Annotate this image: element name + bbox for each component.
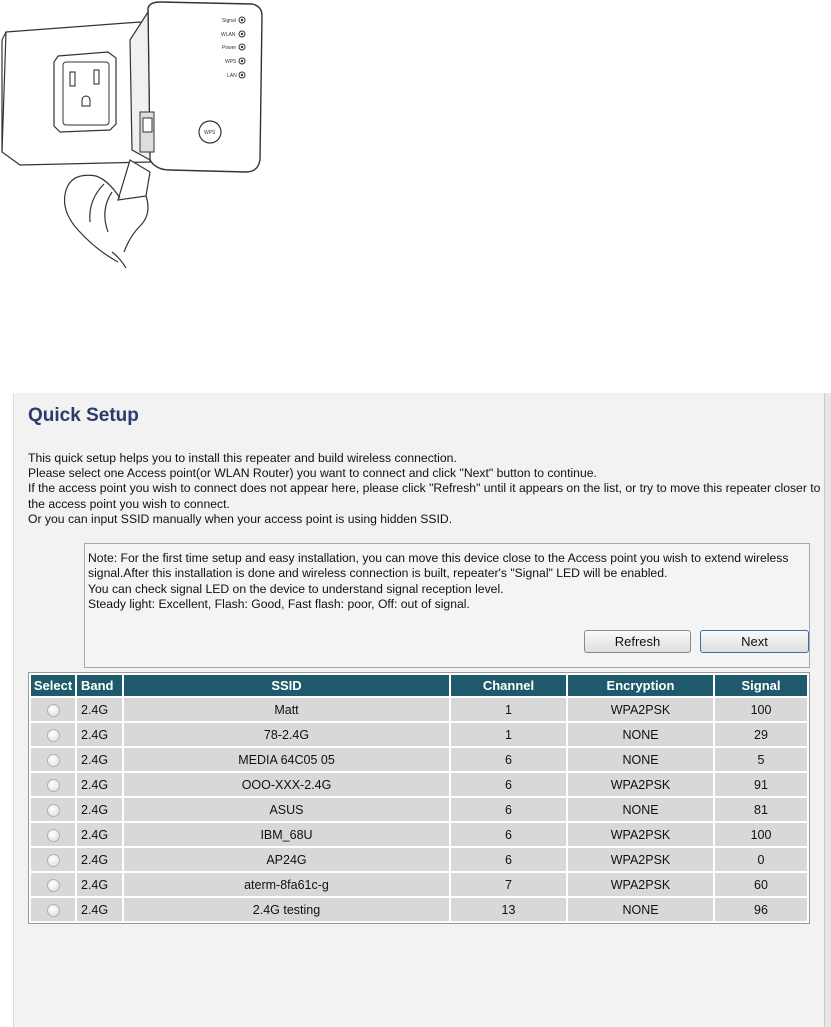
select-radio[interactable]	[47, 779, 60, 792]
header-signal: Signal	[715, 675, 807, 696]
signal-cell: 81	[715, 798, 807, 821]
encryption-cell: WPA2PSK	[568, 873, 713, 896]
signal-cell: 100	[715, 698, 807, 721]
repeater-illustration	[0, 0, 270, 275]
refresh-button[interactable]: Refresh	[584, 630, 691, 653]
ssid-cell: AP24G	[124, 848, 449, 871]
select-radio[interactable]	[47, 804, 60, 817]
table-row[interactable]	[31, 823, 807, 846]
band-cell: 2.4G	[77, 798, 122, 821]
table-row[interactable]	[31, 773, 807, 796]
table-row[interactable]	[31, 798, 807, 821]
ssid-cell: MEDIA 64C05 05	[124, 748, 449, 771]
ssid-cell: ASUS	[124, 798, 449, 821]
signal-cell: 60	[715, 873, 807, 896]
encryption-cell: WPA2PSK	[568, 773, 713, 796]
select-radio[interactable]	[47, 879, 60, 892]
repeater-device	[130, 2, 262, 172]
quick-setup-panel	[13, 393, 824, 1027]
page-title: Quick Setup	[28, 405, 139, 426]
table-header-row	[31, 675, 807, 696]
ssid-cell: aterm-8fa61c-g	[124, 873, 449, 896]
encryption-cell: WPA2PSK	[568, 848, 713, 871]
select-radio[interactable]	[47, 754, 60, 767]
channel-cell: 6	[451, 798, 566, 821]
encryption-cell: NONE	[568, 748, 713, 771]
header-channel: Channel	[451, 675, 566, 696]
band-cell: 2.4G	[77, 723, 122, 746]
encryption-cell: NONE	[568, 898, 713, 921]
signal-cell: 96	[715, 898, 807, 921]
header-band: Band	[77, 675, 122, 696]
band-cell: 2.4G	[77, 873, 122, 896]
intro-text	[28, 451, 828, 527]
table-row[interactable]	[31, 723, 807, 746]
channel-cell: 13	[451, 898, 566, 921]
signal-cell: 91	[715, 773, 807, 796]
svg-text:WLAN: WLAN	[221, 32, 236, 38]
signal-cell: 100	[715, 823, 807, 846]
outlet-icon	[54, 52, 116, 132]
signal-cell: 5	[715, 748, 807, 771]
svg-text:WPS: WPS	[225, 59, 237, 65]
band-cell: 2.4G	[77, 823, 122, 846]
intro-line: If the access point you wish to connect does not appear here, please click "Refresh" until it appears on the list, or try to move this repeater closer to the access point you wish to connect.	[28, 481, 821, 511]
ssid-cell: Matt	[124, 698, 449, 721]
note-line: Note: For the first time setup and easy installation, you can move this device close to the Access point you wish to extend wireless signal.After this installation is done and wireless connection is built, repeater's "Signal" LED will be enabled.	[88, 551, 789, 581]
intro-line: This quick setup helps you to install this repeater and build wireless connection.	[28, 451, 457, 465]
select-radio[interactable]	[47, 729, 60, 742]
table-row[interactable]	[31, 898, 807, 921]
header-ssid: SSID	[124, 675, 449, 696]
encryption-cell: NONE	[568, 798, 713, 821]
band-cell: 2.4G	[77, 848, 122, 871]
channel-cell: 1	[451, 723, 566, 746]
access-point-table	[28, 672, 810, 924]
hand-with-cable-icon	[65, 160, 151, 268]
channel-cell: 1	[451, 698, 566, 721]
band-cell: 2.4G	[77, 773, 122, 796]
intro-line: Please select one Access point(or WLAN Router) you want to connect and click "Next" button to continue.	[28, 466, 597, 481]
table-row[interactable]	[31, 748, 807, 771]
encryption-cell: WPA2PSK	[568, 823, 713, 846]
channel-cell: 6	[451, 848, 566, 871]
signal-cell: 0	[715, 848, 807, 871]
svg-text:Power: Power	[222, 45, 237, 51]
ssid-cell: OOO-XXX-2.4G	[124, 773, 449, 796]
svg-text:Signal: Signal	[222, 18, 236, 24]
scrollbar[interactable]	[824, 393, 831, 1027]
channel-cell: 6	[451, 748, 566, 771]
band-cell: 2.4G	[77, 898, 122, 921]
ssid-cell: IBM_68U	[124, 823, 449, 846]
encryption-cell: WPA2PSK	[568, 698, 713, 721]
table-row[interactable]	[31, 848, 807, 871]
channel-cell: 7	[451, 873, 566, 896]
select-radio[interactable]	[47, 829, 60, 842]
table-row[interactable]	[31, 698, 807, 721]
note-line: Steady light: Excellent, Flash: Good, Fast flash: poor, Off: out of signal.	[88, 597, 470, 612]
band-cell: 2.4G	[77, 698, 122, 721]
channel-cell: 6	[451, 823, 566, 846]
ssid-cell: 2.4G testing	[124, 898, 449, 921]
signal-cell: 29	[715, 723, 807, 746]
header-select: Select	[31, 675, 75, 696]
channel-cell: 6	[451, 773, 566, 796]
ssid-cell: 78-2.4G	[124, 723, 449, 746]
encryption-cell: NONE	[568, 723, 713, 746]
select-radio[interactable]	[47, 704, 60, 717]
intro-line: Or you can input SSID manually when your access point is using hidden SSID.	[28, 511, 453, 526]
band-cell: 2.4G	[77, 748, 122, 771]
svg-text:LAN: LAN	[227, 73, 237, 79]
table-row[interactable]	[31, 873, 807, 896]
note-line: You can check signal LED on the device to understand signal reception level.	[88, 581, 504, 596]
svg-text:WPS: WPS	[204, 130, 216, 136]
header-encryption: Encryption	[568, 675, 713, 696]
next-button[interactable]: Next	[700, 630, 809, 653]
select-radio[interactable]	[47, 904, 60, 917]
select-radio[interactable]	[47, 854, 60, 867]
